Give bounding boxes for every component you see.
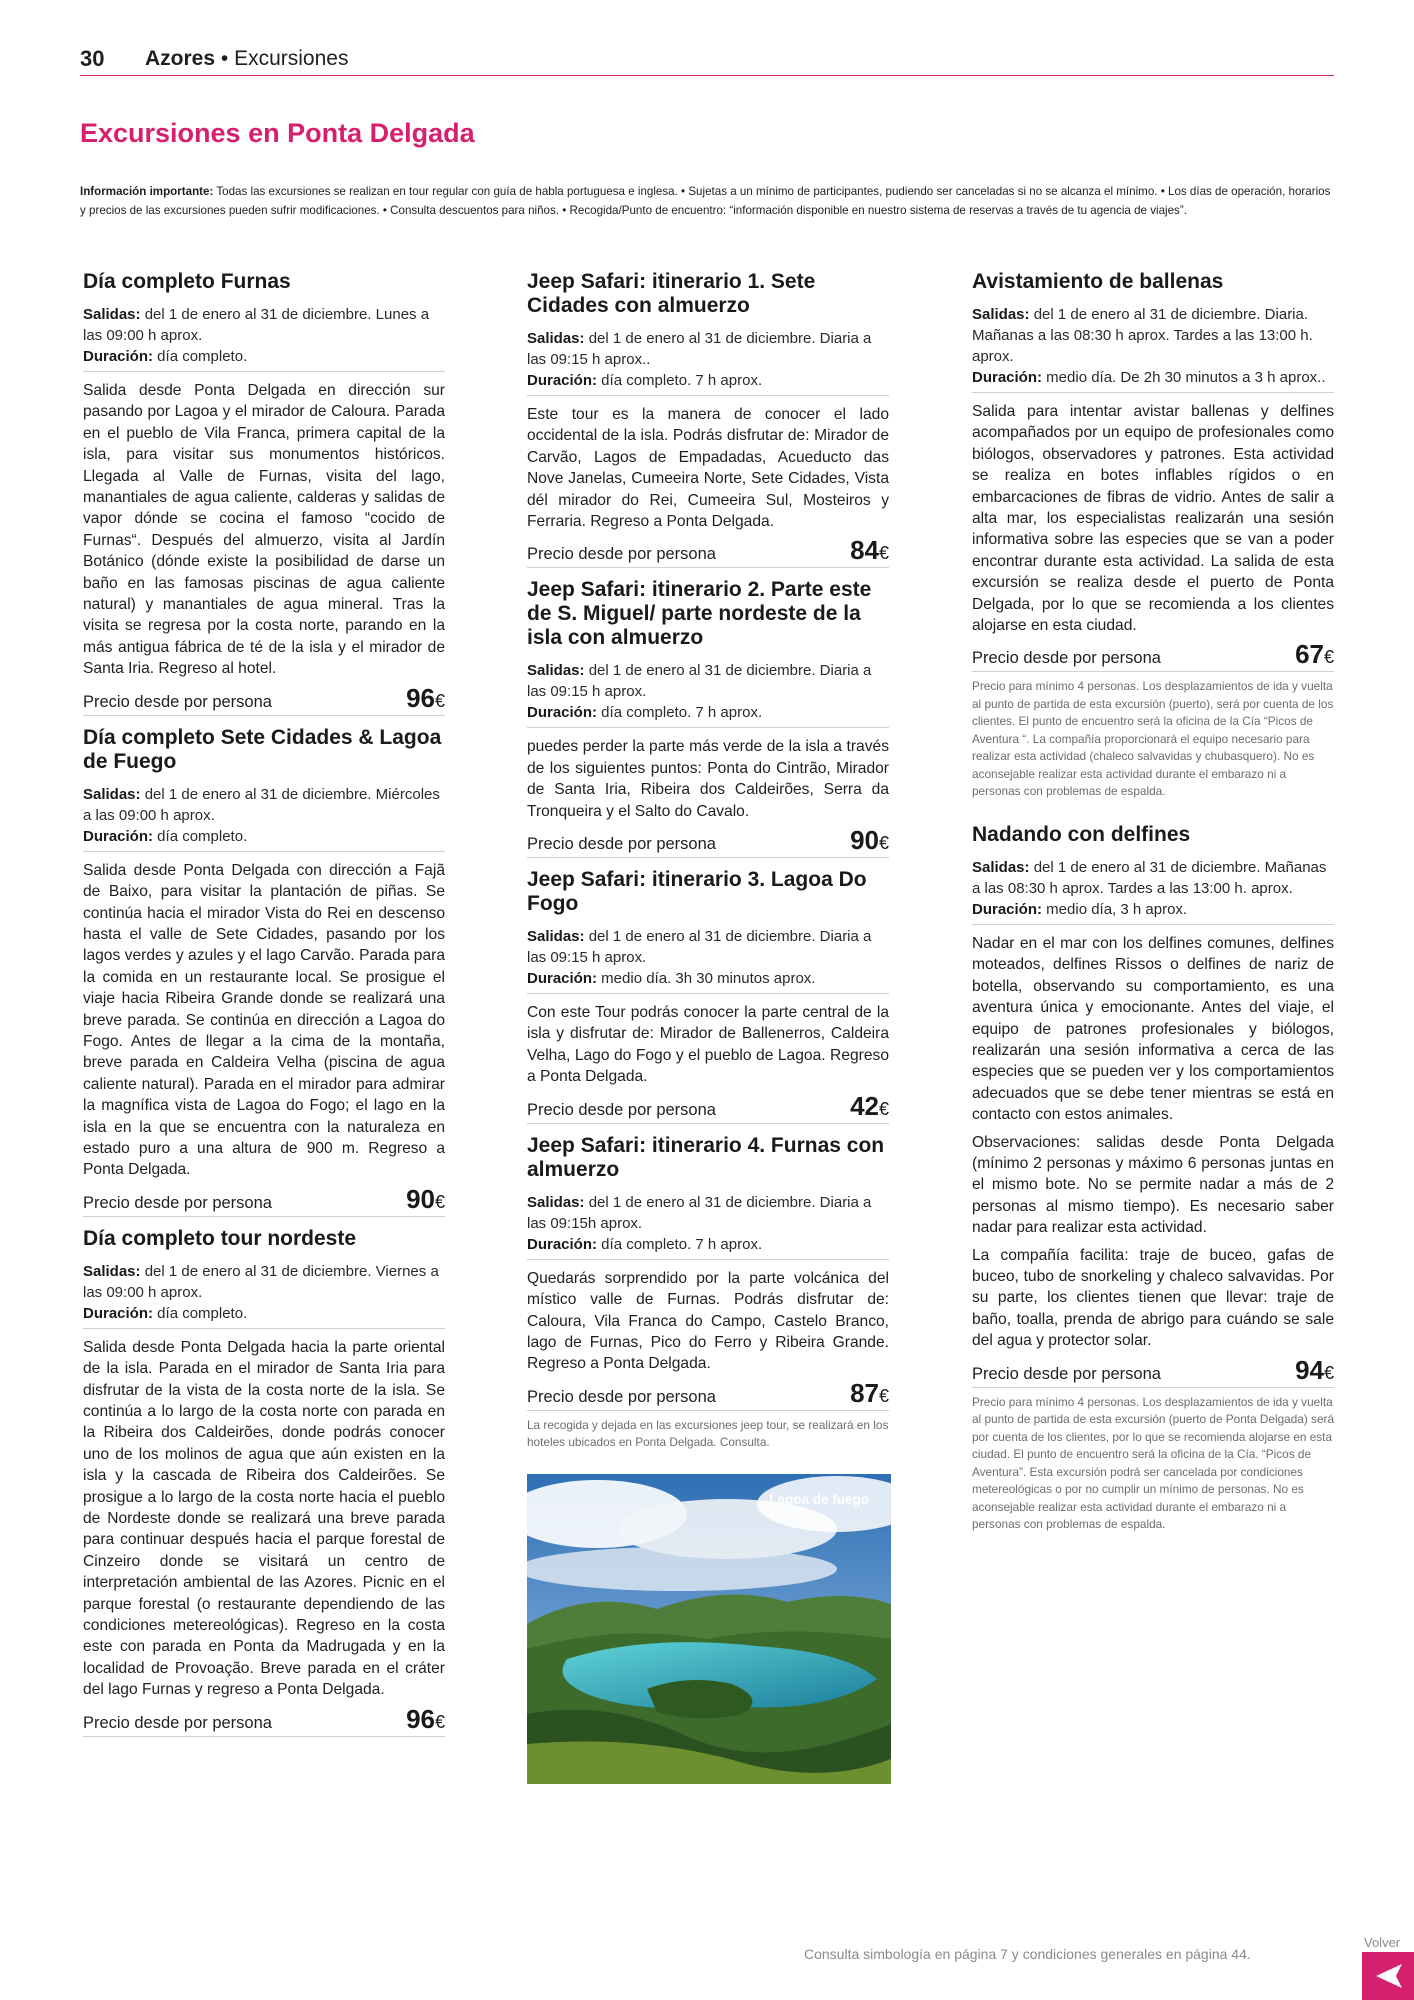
excursion-departures: [972, 857, 1334, 899]
back-button[interactable]: [1362, 1952, 1414, 2000]
departures-label: Salidas:: [527, 928, 585, 946]
excursion-departures: [527, 328, 889, 370]
excursion-title: Jeep Safari: itinerario 1. Sete Cidades con almuerzo: [527, 270, 816, 317]
currency-symbol: €: [878, 833, 889, 854]
excursion-swimming-with-dolphins: [972, 823, 1334, 1534]
excursion-equipment: La compañía facilita: traje de buceo, gafas de buceo, tubo de snorkeling y chaleco salvavidas. Por su parte, los clientes tienen que llevar: traje de baño, toalla, prenda de abrigo para cuándo se sale del agua y protector solar.: [972, 1246, 1334, 1350]
breadcrumb-separator: •: [215, 47, 235, 70]
price-row: [83, 1183, 445, 1217]
excursion-title: Jeep Safari: itinerario 4. Furnas con almuerzo: [527, 1133, 885, 1181]
breadcrumb: [145, 47, 348, 71]
price-label: Precio desde por persona: [527, 1387, 716, 1406]
page-number: 30: [80, 46, 105, 71]
duration-label: Duración:: [527, 372, 598, 389]
excursion-jeep-safari-3: [527, 868, 889, 1124]
departures-label: Salidas:: [83, 1262, 141, 1280]
excursion-duration: [83, 346, 445, 372]
price-label: Precio desde por persona: [527, 1100, 716, 1119]
price-value: [406, 1184, 445, 1215]
price-label: Precio desde por persona: [83, 692, 272, 711]
column-1: [83, 270, 445, 1747]
price-label: Precio desde por persona: [972, 1364, 1161, 1383]
duration-text: día completo.: [153, 827, 248, 845]
price-value: [1295, 1355, 1334, 1386]
departures-text: del 1 de enero al 31 de diciembre. Miércoles a las 09:00 h aprox.: [83, 785, 440, 824]
duration-text: medio día, 3 h aprox.: [1042, 900, 1188, 918]
price-label: Precio desde por persona: [972, 649, 1161, 668]
excursion-description: Nadar en el mar con los delfines comunes, delfines moteados, delfines Rissos o delfines de nariz de botella, observando su comportamiento, es una aventura única y emocionante. Antes del viaje, el equipo de patrones profesionales y biólogos, realizarán una sesión informativa a cerca de las especies que se pueden ver y los comportamientos adecuados que se debe tener mientras se está en contacto con estos animales.: [972, 934, 1334, 1124]
currency-symbol: €: [434, 1191, 445, 1212]
excursion-note: Precio para mínimo 4 personas. Los desplazamientos de ida y vuelta al punto de partida de esta excursión (puerto), será por cuenta de los clientes. El punto de encuentro será la oficina de la Cía “Picos de Aventura “. La compañía proporcionará el equipo necesario para realizar esta actividad (chaleco salvavidas y chubasquero). No es aconsejable realizar esta actividad durante el embarazo ni a personas con problemas de espalda.: [972, 679, 1334, 799]
price-row: [527, 1377, 889, 1411]
currency-symbol: €: [1323, 647, 1334, 668]
price-value: [850, 1091, 889, 1122]
excursion-title: Día completo Furnas: [83, 270, 291, 293]
lake-landscape-illustration: [527, 1474, 891, 1784]
excursion-jeep-safari-1: [527, 270, 889, 568]
departures-text: del 1 de enero al 31 de diciembre. Viernes a las 09:00 h aprox.: [83, 1262, 439, 1301]
excursion-description: Salida desde Ponta Delgada hacia la parte oriental de la isla. Parada en el mirador de Santa Iria para disfrutar de la vista de la costa norte de la isla. Se continúa a lo largo de la costa norte con parada en la Ribeira dos Caldeirões, donde podrás conocer uno de los molinos de agua que aún existen en la isla y la cascada de Ribeira dos Caldeirões. Se prosigue a lo largo de la costa norte hacia el pueblo de Nordeste donde se realizará una breve parada para continuar después hacia el parque forestal de Cinzeiro donde se visitará un centro de interpretación ambiental de las Azores. Picnic en el parque forestal (o restaurante dependiendo de las condiciones metereológicas). Regreso en la costa este con parada en Ponta da Madrugada y en la localidad de Provoação. Breve parada en el cráter del lago Furnas y regreso a Ponta Delgada.: [83, 1338, 445, 1699]
price-value: [850, 825, 889, 856]
excursion-departures: [527, 1192, 889, 1234]
excursion-observations: Observaciones: salidas desde Ponta Delgada (mínimo 2 personas y máximo 6 personas juntas en el mismo bote. No se permite nadar a más de 2 personas al mismo tiempo). Es necesario saber nadar para realizar esta actividad.: [972, 1133, 1334, 1237]
departures-text: del 1 de enero al 31 de diciembre. Diaria a las 09:15h aprox.: [527, 1193, 872, 1232]
price-row: [527, 825, 889, 858]
excursion-title: Avistamiento de ballenas: [972, 270, 1224, 293]
price-amount: 87: [850, 1377, 879, 1408]
excursion-title: Día completo Sete Cidades & Lagoa de Fuego: [83, 725, 442, 773]
excursion-description: puedes perder la parte más verde de la isla a través de los siguientes puntos: Ponta do Cintrão, Mirador de Santa Iria, Ribeira dos Caldeirões, Serra da Tronqueira y el Salto do Cavalo.: [527, 738, 889, 820]
excursion-departures: [527, 926, 889, 968]
currency-symbol: €: [878, 1385, 889, 1406]
excursion-duration: [527, 702, 889, 728]
excursion-note: Precio para mínimo 4 personas. Los desplazamientos de ida y vuelta al punto de partida de esta excursión (puerto de Ponta Delgada) será por cuenta de los clientes, por lo que se recomienda alojarse en esta ciudad. El punto de encuentro será la oficina de la Cía. “Picos de Aventura”. Esta excursión podrá ser cancelada por condiciones metereológicas o por no cumplir un mínimo de personas. No es aconsejable realizar esta actividad durante el embarazo ni a personas con problemas de espalda.: [972, 1394, 1335, 1532]
price-amount: 96: [406, 1703, 435, 1734]
duration-label: Duración:: [83, 1304, 154, 1322]
price-label: Precio desde por persona: [83, 1713, 272, 1732]
price-amount: 94: [1295, 1354, 1324, 1385]
duration-text: día completo. 7 h aprox.: [597, 372, 763, 389]
price-amount: 84: [850, 535, 879, 566]
left-triangle-icon: [1362, 1952, 1414, 2000]
excursion-duration: [83, 826, 445, 852]
currency-symbol: €: [434, 690, 445, 711]
price-value: [850, 1378, 889, 1409]
currency-symbol: €: [878, 543, 889, 564]
price-row: [972, 1354, 1334, 1388]
excursion-description: Salida desde Ponta Delgada en dirección sur pasando por Lagoa y el mirador de Caloura. Parada en el pueblo de Vila Franca, primera capital de la isla, para visitar sus monumentos históricos. Llegada al Valle de Furnas, visita del lago, manantiales de agua caliente, calderas y salidas de vapor dónde se cocina el famoso “cocido de Furnas“. Después del almuerzo, visita al Jardín Botánico (dónde existe la posibilidad de darse un baño en las famosas piscinas de agua caliente natural) y manantiales de agua mineral. Tras la visita se regresa por la costa norte, parando en la más antigua fábrica de té de la isla y el mirador de Santa Iria. Regreso al hotel.: [83, 382, 445, 678]
duration-text: día completo.: [153, 1304, 248, 1322]
duration-label: Duración:: [527, 704, 598, 722]
excursion-duration: [972, 367, 1334, 393]
departures-text: del 1 de enero al 31 de diciembre. Diaria. Mañanas a las 08:30 h aprox. Tardes a las 13:00 h. aprox.: [972, 306, 1313, 365]
excursion-duration: [527, 1234, 889, 1260]
duration-label: Duración:: [972, 900, 1043, 918]
price-row: [527, 1090, 889, 1124]
departures-text: del 1 de enero al 31 de diciembre. Diaria a las 09:15 h aprox.: [527, 662, 872, 701]
column-2: [527, 270, 889, 1784]
excursion-duration: [527, 370, 889, 396]
excursion-title: Nadando con delfines: [972, 822, 1191, 846]
excursion-description: Con este Tour podrás conocer la parte central de la isla y disfrutar de: Mirador de Ballenerros, Caldeira Velha, Lago do Fogo y el pueblo de Lagoa. Regreso a Ponta Delgada.: [527, 1004, 889, 1086]
price-row: [527, 535, 889, 568]
excursion-furnas: [83, 270, 445, 716]
price-amount: 96: [406, 682, 435, 713]
duration-text: medio día. 3h 30 minutos aprox.: [597, 970, 816, 988]
breadcrumb-subsection: Excursiones: [234, 47, 349, 70]
back-label[interactable]: Volver: [1364, 1935, 1401, 1950]
excursion-description: Salida para intentar avistar ballenas y delfines acompañados por un equipo de profesionales como biólogos, observadores y patrones. Esta actividad se realiza en botes inflables rígidos o en embarcaciones de fibras de vidrio. Antes de salir a alta mar, los especialistas realizarán una sesión informativa sobre las especies que se van a poder encontrar durante esta actividad. La salida de esta excursión se realiza desde el puerto de Ponta Delgada, por lo que se recomienda a los clientes alojarse en esta ciudad.: [972, 403, 1334, 635]
price-label: Precio desde por persona: [83, 1193, 272, 1212]
excursion-whale-watching: [972, 270, 1334, 801]
price-amount: 90: [850, 825, 879, 856]
departures-text: del 1 de enero al 31 de diciembre. Diaria a las 09:15 h aprox..: [527, 330, 872, 368]
excursion-departures: [83, 1261, 445, 1303]
excursion-description: Este tour es la manera de conocer el lado occidental de la isla. Podrás disfrutar de: Mirador de Carvão, Lagos de Empadadas, Acueducto das Nove Janelas, Cumeeira Norte, Sete Cidades, Vista dél mirador do Rei, Cumeeira Sul, Mosteiros y Ferraria. Regreso a Ponta Delgada.: [527, 406, 889, 531]
excursion-departures: [83, 784, 445, 826]
photo-caption: Lagoa de fuego: [769, 1491, 869, 1507]
departures-label: Salidas:: [83, 306, 141, 323]
duration-text: día completo. 7 h aprox.: [597, 1235, 763, 1253]
excursion-jeep-safari-4: [527, 1134, 889, 1452]
excursion-note: La recogida y dejada en las excursiones jeep tour, se realizará en los hoteles ubicados en Ponta Delgada. Consulta.: [527, 1417, 889, 1450]
departures-text: del 1 de enero al 31 de diciembre. Diaria a las 09:15 h aprox.: [527, 928, 872, 967]
duration-label: Duración:: [527, 1235, 598, 1253]
price-amount: 90: [406, 1183, 435, 1214]
excursion-title: Día completo tour nordeste: [83, 1226, 357, 1250]
currency-symbol: €: [1323, 1362, 1334, 1383]
departures-label: Salidas:: [527, 1193, 585, 1211]
duration-text: medio día. De 2h 30 minutos a 3 h aprox..: [1042, 369, 1326, 386]
duration-label: Duración:: [972, 369, 1043, 386]
price-row: [83, 1703, 445, 1737]
price-amount: 67: [1295, 639, 1324, 670]
excursion-jeep-safari-2: [527, 578, 889, 858]
important-info-label: Información importante:: [80, 185, 214, 198]
excursion-sete-cidades-lagoa-fuego: [83, 726, 445, 1217]
excursion-tour-nordeste: [83, 1227, 445, 1737]
excursion-duration: [83, 1303, 445, 1329]
price-amount: 42: [850, 1090, 879, 1121]
important-info: [80, 182, 1334, 220]
currency-symbol: €: [878, 1098, 889, 1119]
footer-note: Consulta simbología en página 7 y condiciones generales en página 44.: [804, 1946, 1251, 1962]
duration-label: Duración:: [83, 348, 154, 365]
price-value: [406, 683, 445, 714]
excursion-departures: [83, 304, 445, 346]
excursion-description: Salida desde Ponta Delgada con dirección a Fajã de Baixo, para visitar la plantación de piñas. Se continúa hacia el mirador Vista do Rei en descenso hasta el valle de Sete Cidades, pasando por los lagos verdes y azules y el lago Carvão. Parada para la comida en un restaurante local. Se prosigue el viaje hacia Ribeira Grande donde se realizará una breve parada. Se continúa en dirección a Lagoa do Fogo. Antes de llegar a la cima de la montaña, breve parada en Caldeira Velha (piscina de agua caliente natural). Parada en el mirador para admirar la magnífica vista de Lagoa do Fogo; el lago en la isla en la que se encuentra con la naturaleza en estado puro a una altura de 900 m. Regreso a Ponta Delgada.: [83, 861, 445, 1179]
duration-text: día completo.: [153, 348, 248, 365]
departures-label: Salidas:: [527, 330, 585, 347]
duration-text: día completo. 7 h aprox.: [597, 704, 763, 722]
departures-label: Salidas:: [972, 306, 1030, 323]
breadcrumb-section: Azores: [145, 47, 216, 70]
excursion-duration: [527, 968, 889, 994]
excursion-title: Jeep Safari: itinerario 3. Lagoa Do Fogo: [527, 868, 867, 916]
excursion-duration: [972, 899, 1334, 925]
price-row: [83, 682, 445, 716]
departures-label: Salidas:: [527, 662, 585, 680]
excursion-departures: [527, 660, 889, 702]
price-label: Precio desde por persona: [527, 545, 716, 564]
departures-text: del 1 de enero al 31 de diciembre. Mañanas a las 08:30 h aprox. Tardes a las 13:00 h. aprox.: [972, 858, 1327, 897]
excursion-description: Quedarás sorprendido por la parte volcánica del místico valle de Furnas. Podrás disfrutar de: Caloura, Vila Franca do Campo, Castelo Branco, lago de Furnas, Pico do Ferro y Ribeira Grande. Regreso a Ponta Delgada.: [527, 1269, 889, 1373]
duration-label: Duración:: [527, 970, 598, 988]
lagoa-do-fogo-photo: [527, 1474, 891, 1784]
price-label: Precio desde por persona: [527, 835, 716, 854]
excursion-departures: [972, 304, 1334, 367]
departures-text: del 1 de enero al 31 de diciembre. Lunes a las 09:00 h aprox.: [83, 306, 430, 344]
price-value: [406, 1704, 445, 1735]
important-info-text: Todas las excursiones se realizan en tour regular con guía de habla portuguesa e inglesa. • Sujetas a un mínimo de participantes, pudiendo ser canceladas si no se alcanza el mínimo. • Los días de operación, horarios y precios de las excursiones pueden sufrir modificaciones. • Consulta descuentos para niños. • Recogida/Punto de encuentro: “información disponible en nuestro sistema de reservas a través de tu agencia de viajes”.: [80, 185, 1331, 217]
price-value: [850, 535, 889, 566]
page-header: [80, 44, 1334, 76]
excursion-title: Jeep Safari: itinerario 2. Parte este de S. Miguel/ parte nordeste de la isla con almuerzo: [527, 578, 872, 650]
departures-label: Salidas:: [972, 858, 1030, 876]
duration-label: Duración:: [83, 827, 154, 845]
column-3: [972, 270, 1334, 1544]
price-value: [1295, 639, 1334, 670]
departures-label: Salidas:: [83, 785, 141, 803]
currency-symbol: €: [434, 1711, 445, 1732]
price-row: [972, 639, 1334, 672]
page-title: Excursiones en Ponta Delgada: [80, 118, 475, 148]
